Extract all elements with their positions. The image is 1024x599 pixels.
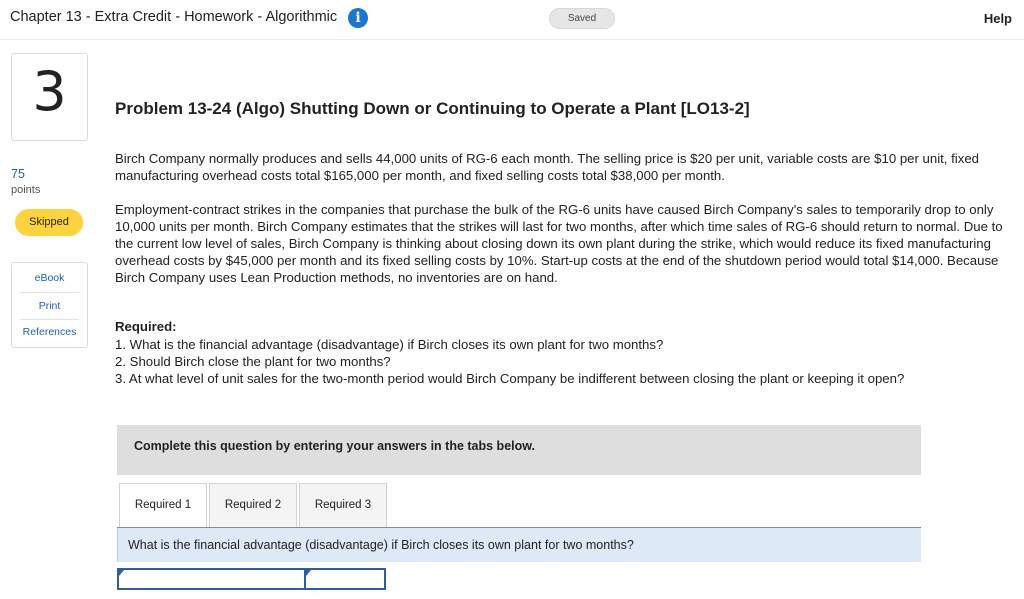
cell-marker-icon [119, 570, 124, 576]
status-badge: Skipped [15, 209, 83, 236]
cell-marker-icon [306, 570, 311, 576]
tab-required-1[interactable]: Required 1 [119, 483, 207, 528]
divider [20, 292, 79, 293]
problem-title: Problem 13-24 (Algo) Shutting Down or Continuing to Operate a Plant [LO13-2] [115, 99, 750, 118]
question-number: 3 [32, 60, 67, 123]
resources-panel [11, 262, 88, 348]
points-label: points [11, 184, 41, 196]
instruction-box [117, 425, 921, 475]
info-icon[interactable]: i [348, 8, 368, 28]
requirement-item: 3. At what level of unit sales for the two-month period would Birch Company be indifferent between closing the plant or keeping it open? [115, 371, 905, 386]
problem-paragraph-1: Birch Company normally produces and sells 44,000 units of RG-6 each month. The selling price is $20 per unit, variable costs are $10 per unit, fixed manufacturing overhead costs total $165,000 per month, and fixed selling costs total $38,000 per month. [115, 151, 979, 183]
requirement-item: 2. Should Birch close the plant for two months? [115, 354, 391, 369]
problem-paragraph-2: Employment-contract strikes in the companies that purchase the bulk of the RG-6 units have caused Birch Company's sales to temporarily drop to only 10,000 units per month. Birch Company estimates that the strikes will last for two months, after which time sales of RG-6 should return to normal. Due to the current low level of sales, Birch Company is thinking about closing down its own plant during the strike, which would reduce its fixed manufacturing overhead costs by $45,000 per month and its fixed selling costs by 10%. Start-up costs at the end of the shutdown period would total $14,000. Because Birch Company uses Lean Production methods, no inventories are on hand. [115, 202, 1003, 285]
tab-required-3[interactable]: Required 3 [299, 483, 387, 528]
question-text: What is the financial advantage (disadvantage) if Birch closes its own plant for two months? [128, 538, 634, 552]
top-bar [0, 0, 1024, 40]
help-button[interactable]: Help [983, 11, 1012, 26]
answer-label-cell[interactable] [117, 568, 306, 590]
saved-status: Saved [549, 8, 615, 29]
references-link[interactable]: References [22, 326, 77, 338]
instruction-text: Complete this question by entering your answers in the tabs below. [134, 439, 535, 453]
tab-required-2[interactable]: Required 2 [209, 483, 297, 528]
question-number-box [11, 53, 88, 141]
requirement-item: 1. What is the financial advantage (disadvantage) if Birch closes its own plant for two months? [115, 337, 664, 352]
required-heading: Required: [115, 319, 177, 334]
assignment-title: Chapter 13 - Extra Credit - Homework - Algorithmic [10, 9, 338, 25]
question-bar [117, 528, 921, 562]
ebook-link[interactable]: eBook [34, 272, 65, 284]
requirements-list [115, 336, 995, 387]
print-link[interactable]: Print [38, 300, 61, 312]
divider [20, 319, 79, 320]
answer-amount-input[interactable] [304, 568, 386, 590]
points-value: 75 [11, 167, 25, 181]
